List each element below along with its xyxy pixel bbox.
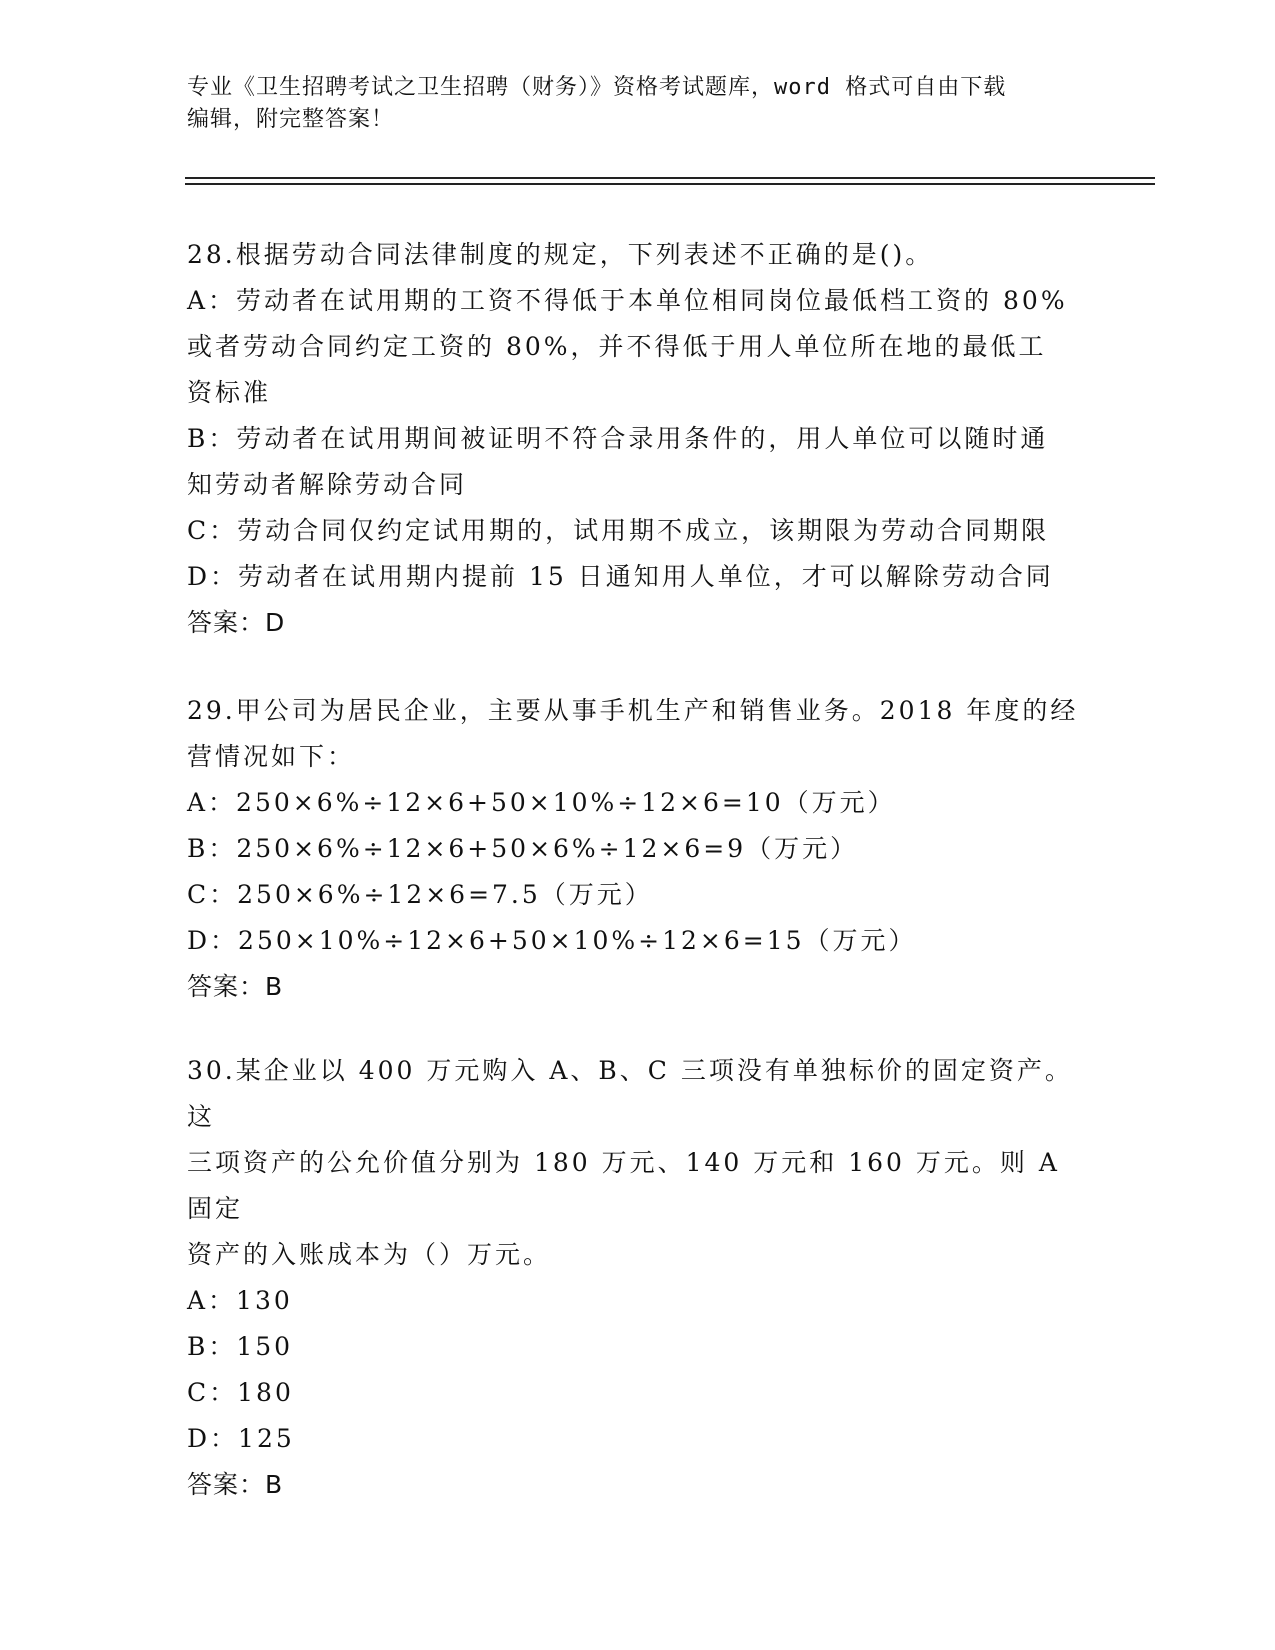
question-29 [187, 688, 1087, 1010]
answer-label: 答案：D [187, 608, 286, 637]
question-28 [187, 232, 1087, 646]
option-line: C：250×6%÷12×6=7.5（万元） [187, 880, 653, 909]
answer-label: 答案：B [187, 972, 284, 1001]
option-line: D：125 [187, 1424, 295, 1453]
option-line: D：劳动者在试用期内提前 15 日通知用人单位，才可以解除劳动合同 [187, 562, 1054, 591]
option-line: C：180 [187, 1378, 294, 1407]
option-line: A：250×6%÷12×6+50×10%÷12×6=10（万元） [187, 788, 896, 817]
option-line: 资标准 [187, 378, 272, 407]
question-30 [187, 1048, 1087, 1508]
header-divider [185, 177, 1155, 179]
option-line: C：劳动合同仅约定试用期的，试用期不成立，该期限为劳动合同期限 [187, 516, 1050, 545]
question-stem: 28.根据劳动合同法律制度的规定，下列表述不正确的是()。 [187, 240, 934, 269]
option-line: A：劳动者在试用期的工资不得低于本单位相同岗位最低档工资的 80% [187, 286, 1068, 315]
header-divider [185, 183, 1155, 185]
document-header [187, 72, 1087, 136]
option-line: B：劳动者在试用期间被证明不符合录用条件的，用人单位可以随时通 [187, 424, 1049, 453]
option-line: A：130 [187, 1286, 293, 1315]
option-line: D：250×10%÷12×6+50×10%÷12×6=15（万元） [187, 926, 917, 955]
question-stem: 营情况如下： [187, 742, 356, 771]
option-line: B：250×6%÷12×6+50×6%÷12×6=9（万元） [187, 834, 859, 863]
option-line: 知劳动者解除劳动合同 [187, 470, 468, 499]
header-line: 专业《卫生招聘考试之卫生招聘（财务）》资格考试题库，word 格式可自由下载 [187, 75, 1007, 100]
answer-label: 答案：B [187, 1470, 284, 1499]
question-stem: 30.某企业以 400 万元购入 A、B、C 三项没有单独标价的固定资产。这 [187, 1056, 1073, 1131]
question-stem: 三项资产的公允价值分别为 180 万元、140 万元和 160 万元。则 A 固定 [187, 1148, 1071, 1223]
header-line: 编辑，附完整答案！ [187, 107, 395, 132]
question-stem: 资产的入账成本为（）万元。 [187, 1240, 552, 1269]
option-line: 或者劳动合同约定工资的 80%，并不得低于用人单位所在地的最低工 [187, 332, 1047, 361]
question-stem: 29.甲公司为居民企业，主要从事手机生产和销售业务。2018 年度的经 [187, 696, 1079, 725]
option-line: B：150 [187, 1332, 294, 1361]
